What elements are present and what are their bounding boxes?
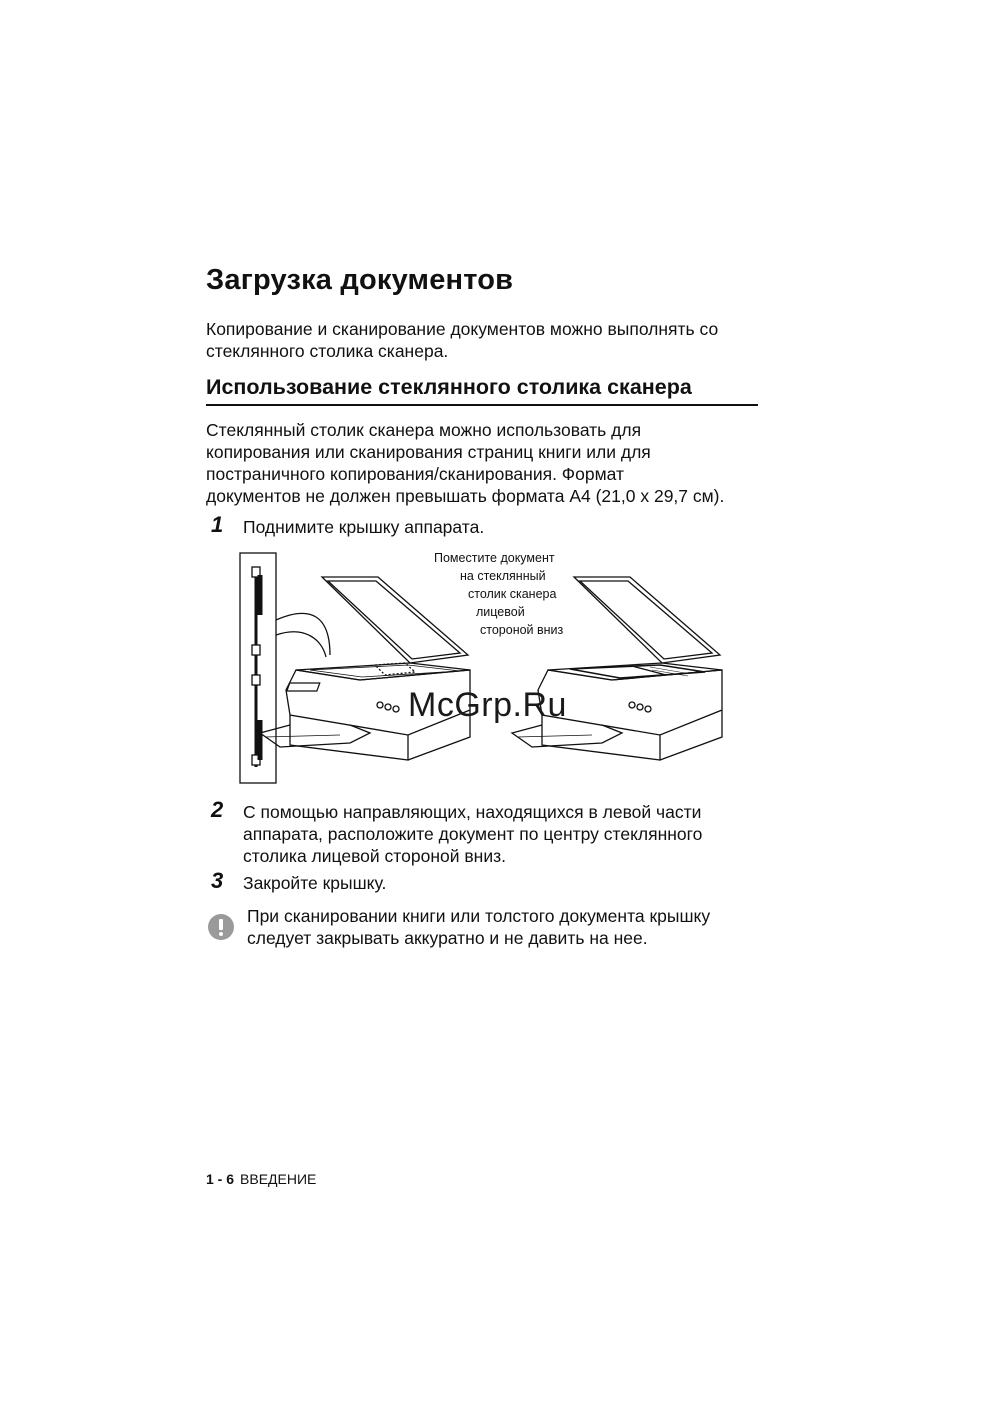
note-paragraph: [247, 905, 767, 949]
page-title: Загрузка документов: [206, 264, 514, 296]
page-number: 1 - 6: [206, 1171, 235, 1187]
note-line: следует закрывать аккуратно и не давить на нее.: [247, 928, 648, 948]
footer-section: ВВЕДЕНИЕ: [240, 1171, 317, 1187]
intro-line: стеклянного столика сканера.: [206, 341, 449, 361]
warning-icon: [208, 914, 234, 940]
section-heading: Использование стеклянного столика сканера: [206, 375, 758, 406]
step-number-3: 3: [211, 868, 224, 893]
note-line: При сканировании книги или толстого документа крышку: [247, 906, 711, 926]
step-line: аппарата, расположите документ по центру стеклянного: [243, 824, 703, 844]
step-text-1: Поднимите крышку аппарата.: [243, 517, 485, 537]
callout-line: лицевой: [476, 605, 525, 619]
step-number-1: 1: [211, 512, 224, 537]
callout-line: на стеклянный: [460, 569, 546, 583]
figure-callout: [420, 549, 590, 639]
paragraph-line: копирования или сканирования страниц книги или для: [206, 442, 651, 462]
watermark: McGrp.Ru: [408, 686, 567, 724]
intro-line: Копирование и сканирование документов можно выполнять со: [206, 319, 719, 339]
paragraph-line: Стеклянный столик сканера можно использовать для: [206, 420, 642, 440]
step-number-2: 2: [211, 797, 224, 822]
section-paragraph: [206, 419, 776, 507]
page-footer: [206, 1171, 316, 1187]
paragraph-line: документов не должен превышать формата A4 (21,0 x 29,7 см).: [206, 486, 725, 506]
callout-line: столик сканера: [468, 587, 557, 601]
step-line: С помощью направляющих, находящихся в левой части: [243, 802, 702, 822]
step-text-3: Закройте крышку.: [243, 873, 387, 893]
intro-paragraph: [206, 318, 776, 362]
paragraph-line: постраничного копирования/сканирования. Формат: [206, 464, 624, 484]
step-line: столика лицевой стороной вниз.: [243, 846, 506, 866]
callout-line: Поместите документ: [434, 551, 555, 565]
callout-line: стороной вниз: [480, 623, 564, 637]
step-text-2: [243, 801, 702, 867]
